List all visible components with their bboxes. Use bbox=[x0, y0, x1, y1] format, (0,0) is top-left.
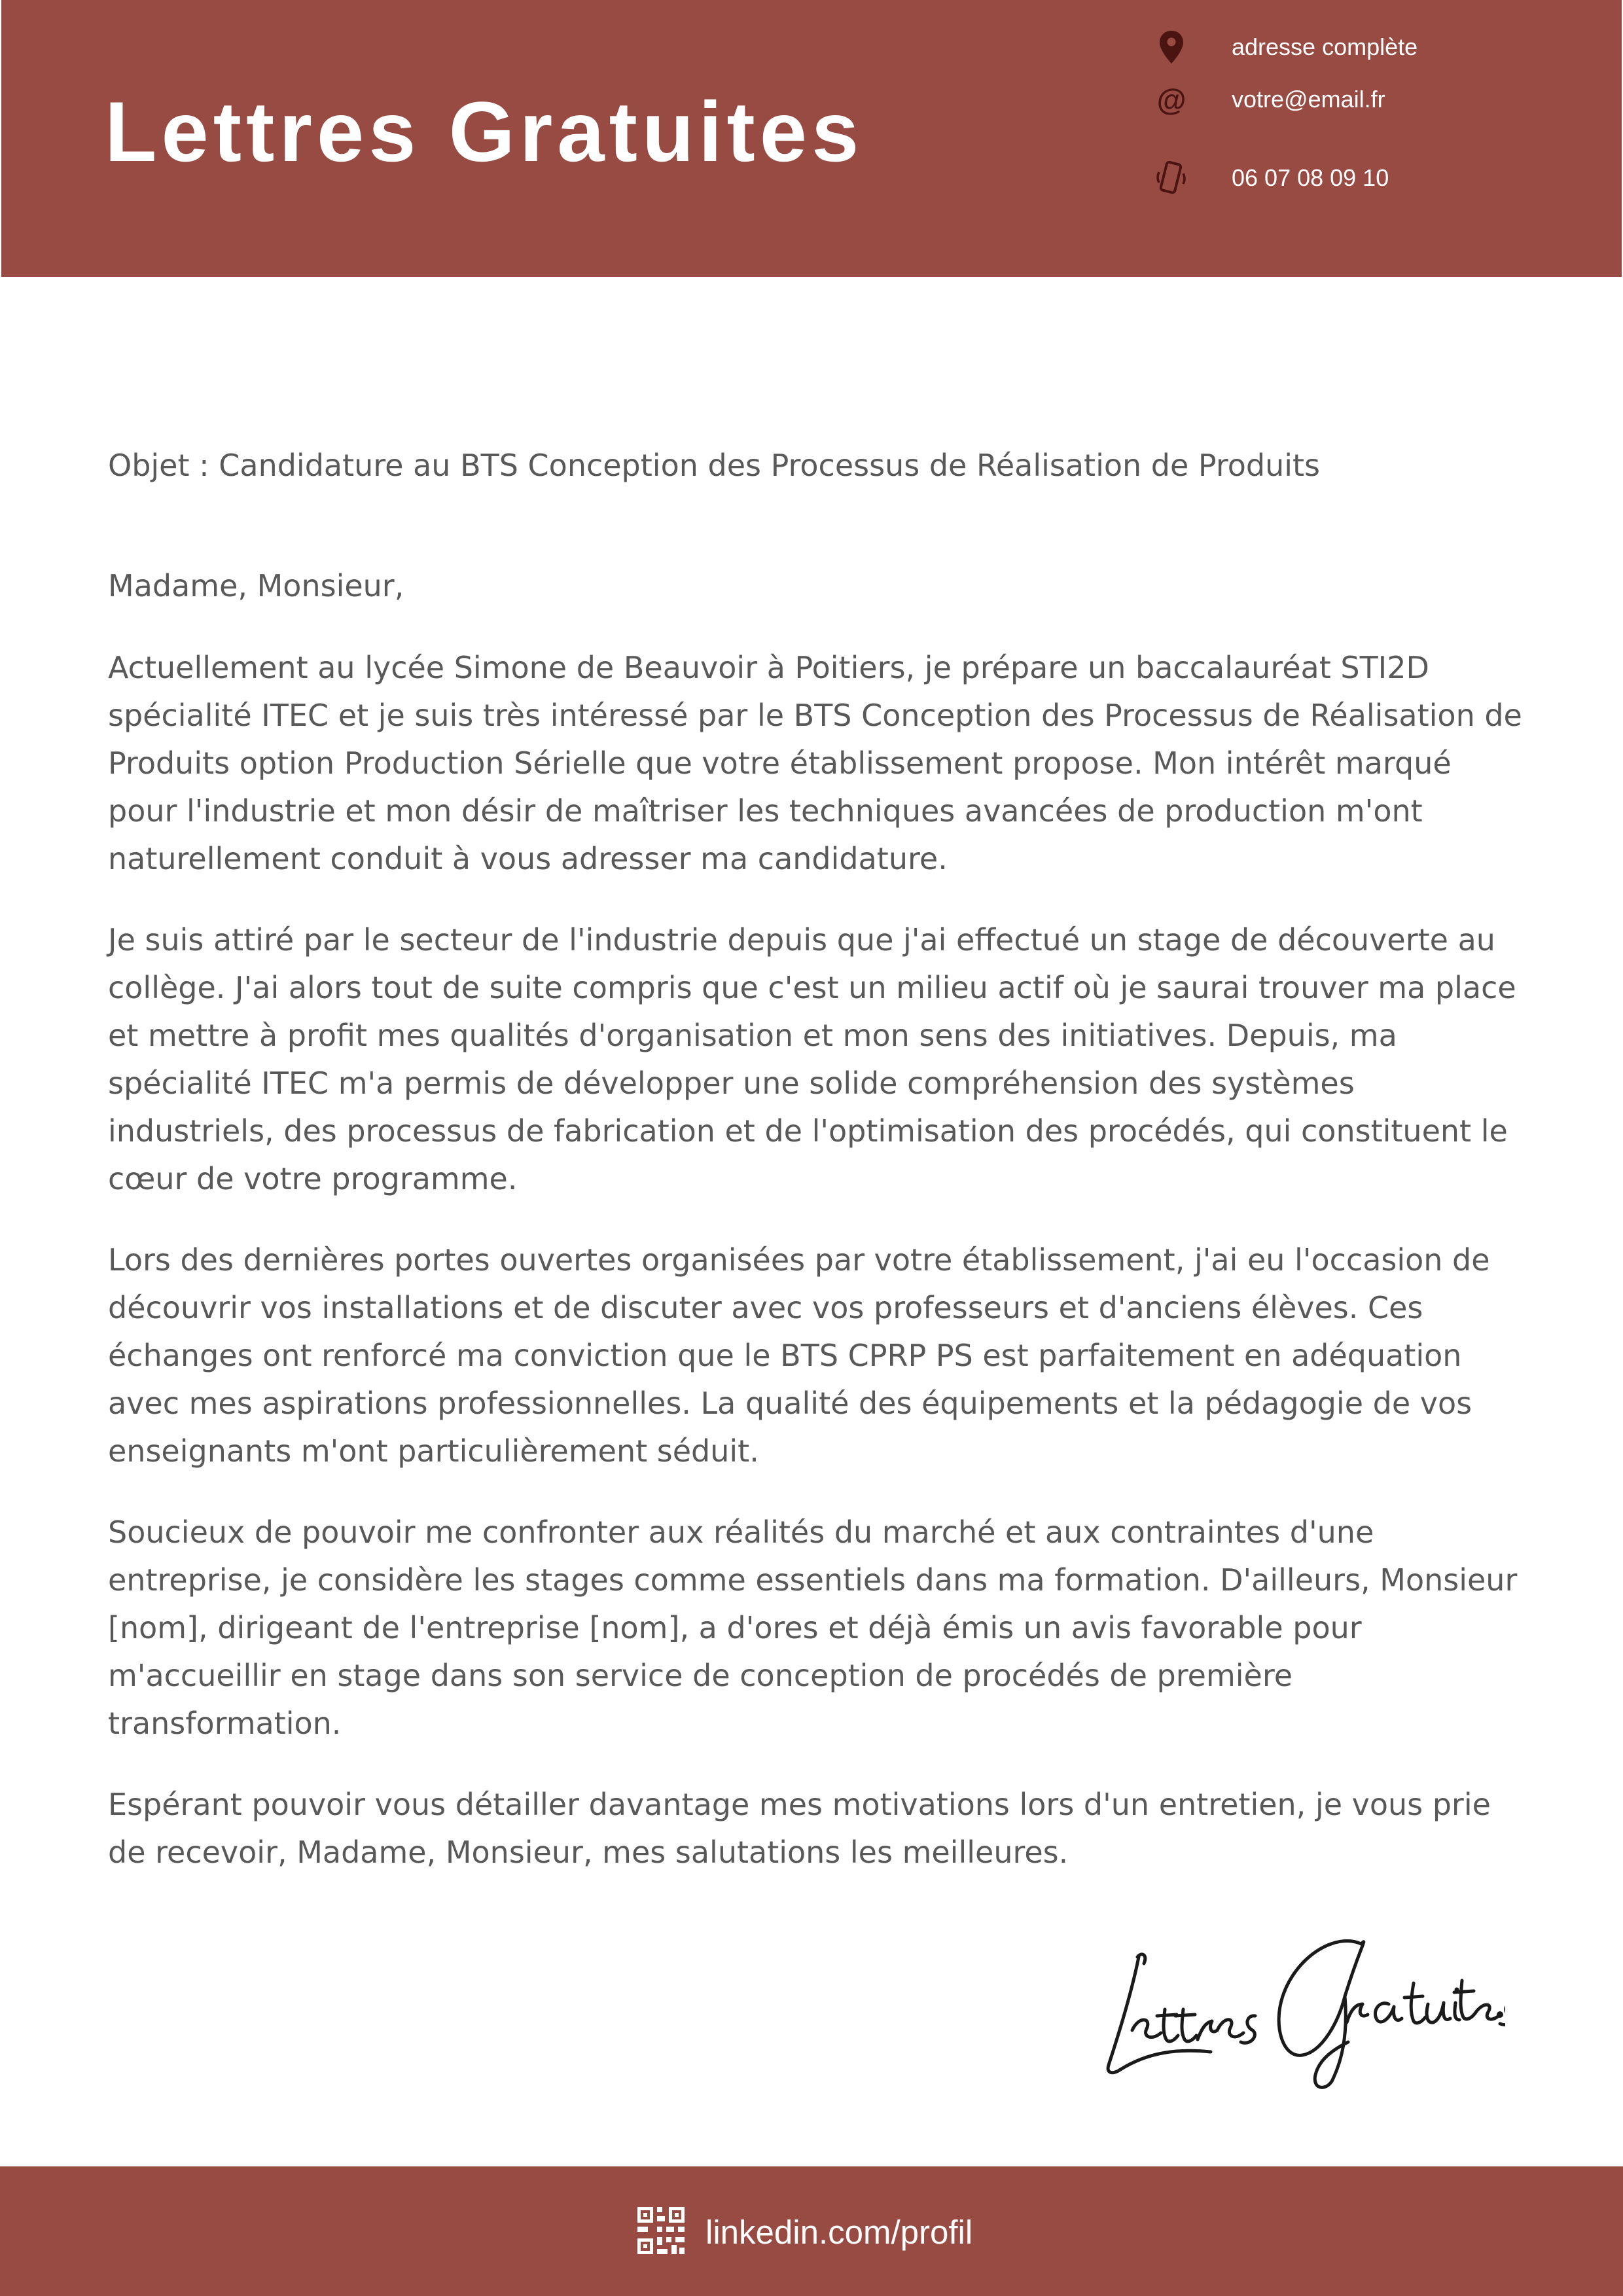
letter-paragraph: Je suis attiré par le secteur de l'industrie depuis que j'ai effectué un stage de découverte au collège. J'ai alors tout de suite compris que c'est un milieu actif où je saurai trouver ma place et mettre à profit mes qualités d'organisation et mon sens des initiatives. Depuis, ma spécialité ITEC m'a permis de développer une solide compréhension des systèmes industriels, des processus de fabrication et de l'optimisation des procédés, qui constituent le cœur de votre programme. bbox=[108, 922, 1516, 1196]
linkedin-url[interactable]: linkedin.com/profil bbox=[705, 2213, 973, 2251]
letter-paragraph: Soucieux de pouvoir me confronter aux réalités du marché et aux contraintes d'une entreprise, je considère les stages comme essentiels dans ma formation. D'ailleurs, Monsieur [nom], dirigeant de l'entreprise [nom], a d'ores et déjà émis un avis favorable pour m'accueillir en stage dans son service de conception de procédés de première transformation. bbox=[108, 1515, 1518, 1741]
linkedin-link[interactable] bbox=[637, 2208, 972, 2255]
letter-paragraph: Lors des dernières portes ouvertes organisées par votre établissement, j'ai eu l'occasion de découvrir vos installations et de discuter avec vos professeurs et d'anciens élèves. Ces échanges ont renforcé ma conviction que le BTS CPRP PS est parfaitement en adéquation avec mes aspirations professionnelles. La qualité des équipements et la pédagogie de vos enseignants m'ont particulièrement séduit. bbox=[108, 1242, 1490, 1469]
qr-code-icon bbox=[637, 2207, 685, 2257]
header-banner bbox=[1, 0, 1622, 277]
letter-subject: Objet : Candidature au BTS Conception des Processus de Réalisation de Produits bbox=[108, 448, 1321, 483]
at-sign-icon: @ bbox=[1156, 82, 1186, 117]
phone-icon bbox=[1154, 155, 1188, 201]
letter-body bbox=[108, 644, 1528, 1910]
brand-name: Lettres Gratuites bbox=[105, 84, 864, 179]
contact-address: adresse complète bbox=[1232, 33, 1418, 60]
map-pin-icon bbox=[1154, 24, 1188, 70]
handwritten-signature bbox=[1086, 1918, 1505, 2094]
contact-email[interactable]: votre@email.fr bbox=[1232, 86, 1385, 113]
letter-salutation: Madame, Monsieur, bbox=[108, 568, 404, 603]
letter-paragraph: Espérant pouvoir vous détailler davantage mes motivations lors d'un entretien, je vous prie de recevoir, Madame, Monsieur, mes salutations les meilleures. bbox=[108, 1787, 1491, 1870]
footer-banner bbox=[0, 2166, 1623, 2296]
contact-phone[interactable]: 06 07 08 09 10 bbox=[1232, 164, 1389, 191]
letter-paragraph: Actuellement au lycée Simone de Beauvoir à Poitiers, je prépare un baccalauréat STI2D spécialité ITEC et je suis très intéressé par le BTS Conception des Processus de Réalisation de Produits option Production Sérielle que votre établissement propose. Mon intérêt marqué pour l'industrie et mon désir de maîtriser les techniques avancées de production m'ont naturellement conduit à vous adresser ma candidature. bbox=[108, 650, 1522, 876]
